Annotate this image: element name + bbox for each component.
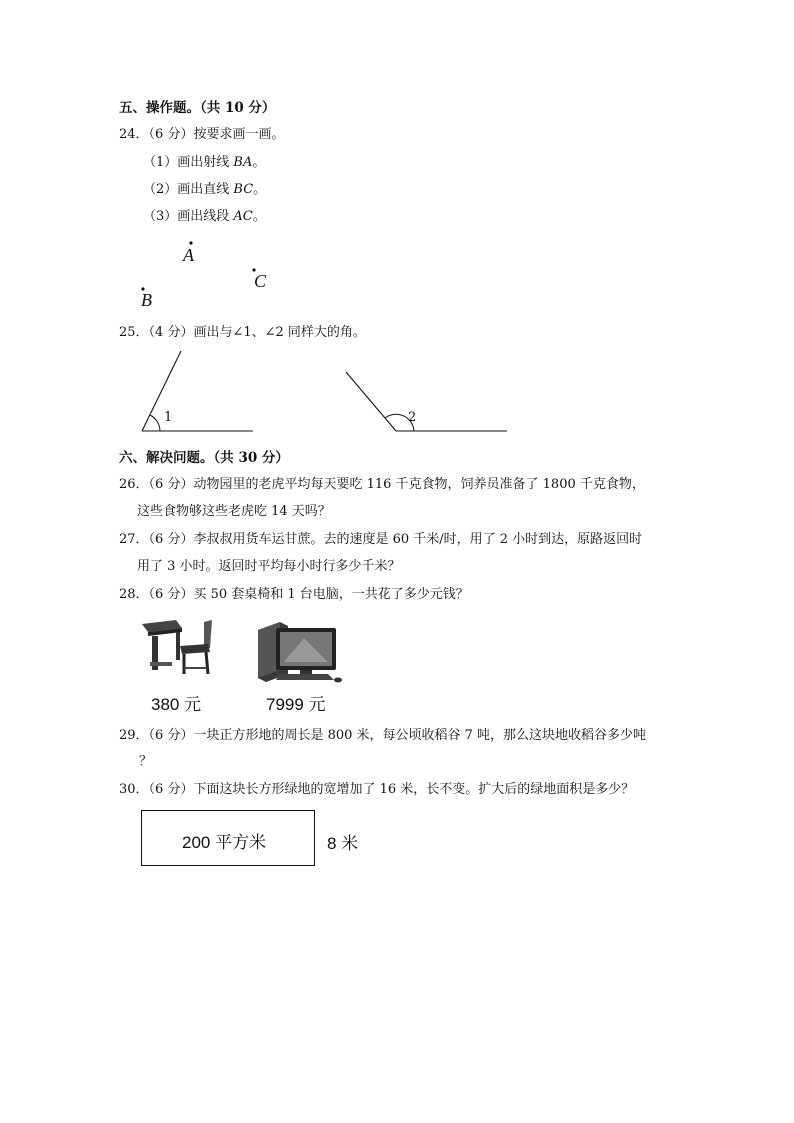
question-27-line-2: 用了 3 小时。返回时平均每小时行多少千米？ — [137, 559, 401, 574]
question-28-stem: 28．（6 分）买 50 套桌椅和 1 台电脑，一共花了多少元钱？ — [119, 587, 469, 602]
computer-icon — [254, 614, 344, 684]
width-label: 8 米 — [327, 834, 359, 853]
angle-1-ray-slanted — [142, 351, 181, 431]
point-a-label: A — [183, 245, 194, 265]
ray-name: BA — [233, 155, 253, 170]
point-c-label: C — [254, 271, 267, 291]
angle-1-label: 1 — [164, 410, 173, 425]
question-27-line-1: 27．（6 分）李叔叔用货车运甘蔗。去的速度是 60 千米/时，用了 2 小时到达，原路返回时 — [119, 532, 643, 547]
angle-2-label: 2 — [408, 410, 417, 425]
item-suffix: 。 — [253, 182, 267, 197]
desk-chair-icon — [138, 618, 218, 678]
question-24-stem: 24．（6 分）按要求画一画。 — [119, 127, 285, 142]
segment-name: AC — [233, 209, 253, 224]
question-26-line-1: 26．（6 分）动物园里的老虎平均每天要吃 116 千克食物，饲养员准备了 1800 千克食物， — [119, 477, 645, 492]
item-suffix: 。 — [252, 209, 266, 224]
section-6-title: 六、解决问题。（共 30 分） — [119, 450, 289, 466]
line-name: BC — [233, 182, 254, 197]
item-text: （2）画出直线 — [143, 182, 234, 197]
item-text: （1）画出射线 — [143, 155, 234, 170]
item-suffix: 。 — [252, 155, 266, 170]
area-label: 200 平方米 — [182, 833, 267, 852]
desk-price: 380 元 — [151, 695, 202, 714]
question-25-stem: 25．（4 分）画出与∠1、∠2 同样大的角。 — [119, 325, 366, 340]
point-b-label: B — [141, 290, 152, 310]
angles-diagram — [0, 0, 794, 450]
question-29-line-2: ？ — [139, 754, 153, 769]
question-30-stem: 30．（6 分）下面这块长方形绿地的宽增加了 16 米，长不变。扩大后的绿地面积是多少？ — [119, 782, 635, 797]
angle-1-arc — [150, 415, 160, 431]
question-26-line-2: 这些食物够这些老虎吃 14 天吗？ — [137, 504, 331, 519]
angle-2-ray-slanted — [346, 372, 396, 431]
section-5-title: 五、操作题。（共 10 分） — [119, 100, 276, 116]
item-text: （3）画出线段 — [143, 209, 234, 224]
computer-price: 7999 元 — [266, 695, 326, 714]
question-29-line-1: 29．（6 分）一块正方形地的周长是 800 米，每公顷收稻谷 7 吨，那么这块地收稻谷多少吨 — [119, 728, 647, 743]
